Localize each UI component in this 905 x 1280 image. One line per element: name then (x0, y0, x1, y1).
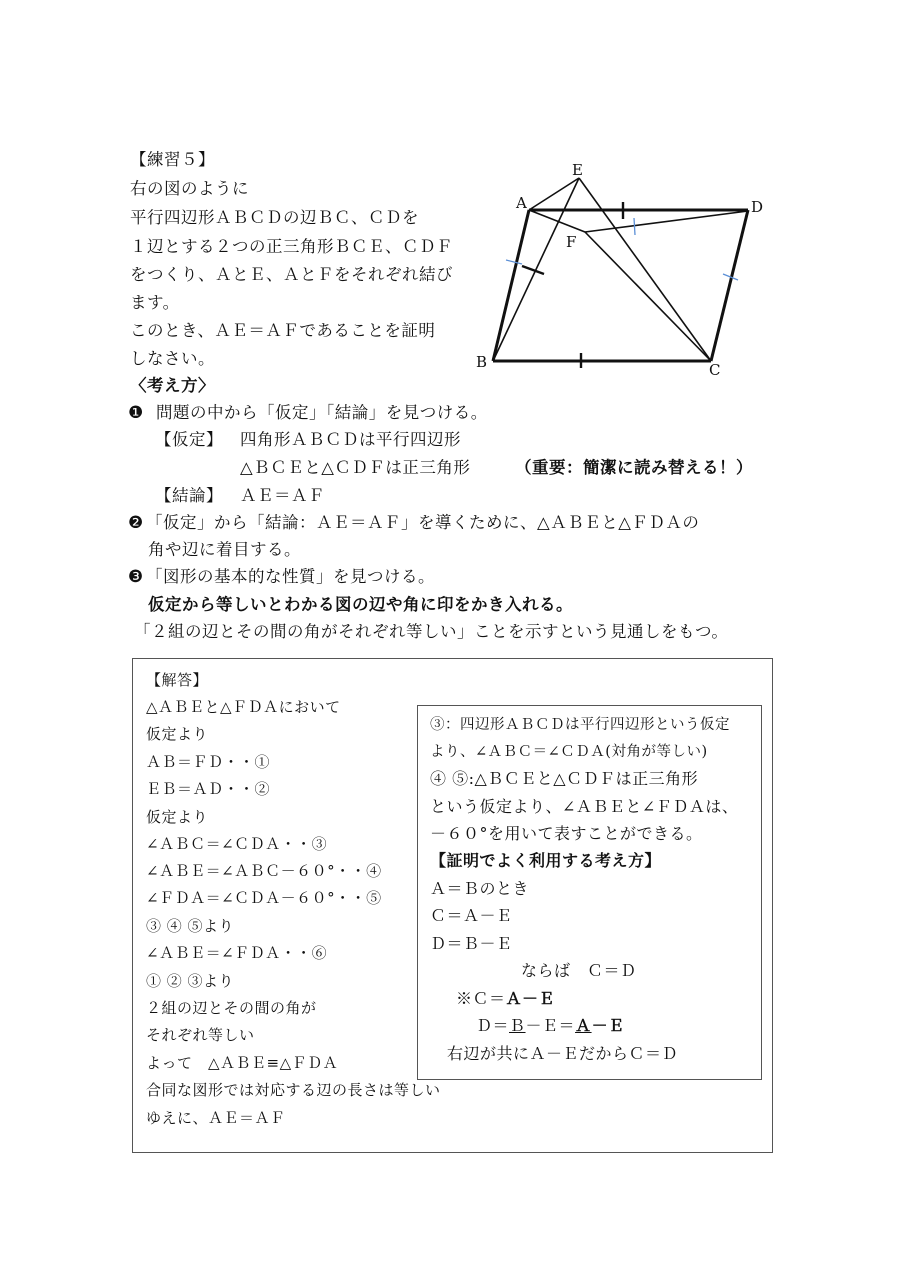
answer-line: ① ② ③より (146, 972, 235, 990)
problem-line: しなさい。 (130, 349, 215, 368)
rule-line: Ｃ＝Ａ－Ｅ (430, 906, 513, 925)
answer-line: △ＡＢＥと△ＦＤＡにおいて (146, 698, 341, 716)
problem-line: 右の図のように (130, 179, 249, 198)
segment-af (529, 210, 585, 232)
answer-line: 合同な図形では対応する辺の長さは等しい (146, 1081, 441, 1099)
problem-line: ます。 (130, 293, 180, 312)
vertex-label-e: E (572, 161, 583, 179)
example-prefix: Ｄ＝ (476, 1016, 510, 1035)
vertex-label-c: C (709, 361, 721, 379)
step-3-marker: ❸ (128, 567, 144, 587)
note-line-2: より、∠ＡＢＣ＝∠ＣＤＡ(対角が等しい) (430, 744, 708, 760)
example-line-2 (476, 1016, 625, 1036)
problem-title: 【練習５】 (130, 150, 215, 169)
example-underlined-a: Ａ (575, 1016, 592, 1035)
answer-line: 仮定より (146, 808, 209, 826)
vertex-label-f: F (566, 233, 577, 251)
note-line-1: ③：四辺形ＡＢＣＤは平行四辺形という仮定 (430, 717, 730, 733)
step-2-line-2: 角や辺に着目する。 (148, 540, 301, 559)
example-bold: Ａ－Ｅ (505, 989, 556, 1008)
important-note: （重要：簡潔に読み替える！） (515, 458, 753, 477)
rule-line: ならば Ｃ＝Ｄ (521, 961, 637, 980)
segment-ec (579, 178, 711, 361)
step-1-text: 問題の中から「仮定」「結論」を見つける。 (156, 403, 488, 422)
approach-heading: 〈考え方〉 (130, 376, 215, 395)
tick-eb (522, 266, 544, 274)
example-underlined-b: Ｂ (509, 1016, 526, 1035)
assumption-label: 【仮定】 (155, 430, 223, 449)
problem-line: １辺とする２つの正三角形ＢＣＥ、ＣＤＦ (130, 237, 453, 256)
answer-line: 仮定より (146, 725, 209, 743)
tick-fd (634, 218, 635, 235)
step-1-marker: ❶ (128, 403, 144, 423)
side-ba (493, 210, 529, 361)
answer-line: ∠ＦＤＡ＝∠ＣＤＡ－６０°・・⑤ (146, 889, 382, 907)
note-line-5: －６０°を用いて表すことができる。 (430, 824, 703, 843)
vertex-label-a: A (516, 194, 527, 212)
vertex-label-d: D (751, 198, 764, 216)
example-line-1 (456, 989, 555, 1009)
proof-tip-heading: 【証明でよく利用する考え方】 (430, 851, 662, 870)
answer-line: ∠ＡＢＣ＝∠ＣＤＡ・・③ (146, 835, 328, 853)
example-prefix: ※Ｃ＝ (456, 989, 506, 1008)
assumption-1: 四角形ＡＢＣＤは平行四辺形 (240, 430, 461, 449)
conclusion-text: ＡＥ＝ＡＦ (240, 486, 325, 505)
example-end: －Ｅ (591, 1016, 625, 1035)
segment-fc (585, 232, 711, 361)
example-mid: －Ｅ＝ (525, 1016, 576, 1035)
assumption-2: △ＢＣＥと△ＣＤＦは正三角形 (240, 458, 471, 477)
conclusion-label: 【結論】 (155, 486, 223, 505)
answer-line: ∠ＡＢＥ＝∠ＡＢＣ－６０°・・④ (146, 862, 382, 880)
tick-ab (506, 260, 522, 264)
answer-line: よって △ＡＢＥ≡△ＦＤＡ (146, 1054, 339, 1072)
vertex-label-b: B (476, 353, 488, 371)
note-line-3: ④ ⑤:△ＢＣＥと△ＣＤＦは正三角形 (430, 769, 699, 788)
problem-line: 平行四辺形ＡＢＣＤの辺ＢＣ、ＣＤを (130, 208, 419, 227)
answer-line: ＥＢ＝ＡＤ・・② (146, 780, 271, 798)
answer-line: ∠ＡＢＥ＝∠ＦＤＡ・・⑥ (146, 944, 328, 962)
answer-line: ③ ④ ⑤より (146, 917, 235, 935)
side-dc (711, 210, 748, 361)
rule-line: Ａ＝Ｂのとき (430, 879, 530, 898)
step-3-bold: 仮定から等しいとわかる図の辺や角に印をかき入れる。 (148, 595, 573, 614)
step-3-outlook: 「２組の辺とその間の角がそれぞれ等しい」ことを示すという見通しをもつ。 (134, 622, 729, 641)
answer-line: ゆえに、ＡＥ＝ＡＦ (146, 1109, 286, 1127)
answer-line: ＡＢ＝ＦＤ・・① (146, 753, 271, 771)
answer-line: それぞれ等しい (146, 1026, 255, 1044)
step-2-marker: ❷ (128, 513, 144, 533)
step-2-line-1: 「仮定」から「結論：ＡＥ＝ＡＦ」を導くために、△ＡＢＥと△ＦＤＡの (146, 513, 700, 532)
step-3-text: 「図形の基本的な性質」を見つける。 (146, 567, 435, 586)
geometry-diagram (470, 150, 780, 390)
answer-heading: 【解答】 (146, 671, 209, 689)
answer-line: ２組の辺とその間の角が (146, 999, 317, 1017)
problem-line: このとき、ＡＥ＝ＡＦであることを証明 (130, 321, 436, 340)
problem-line: をつくり、ＡとＥ、ＡとＦをそれぞれ結び (130, 265, 453, 284)
note-line-4: という仮定より、∠ＡＢＥと∠ＦＤＡは、 (430, 797, 739, 816)
rule-line: Ｄ＝Ｂ－Ｅ (430, 934, 513, 953)
example-conclusion: 右辺が共にＡ－ＥだからＣ＝Ｄ (447, 1044, 679, 1063)
